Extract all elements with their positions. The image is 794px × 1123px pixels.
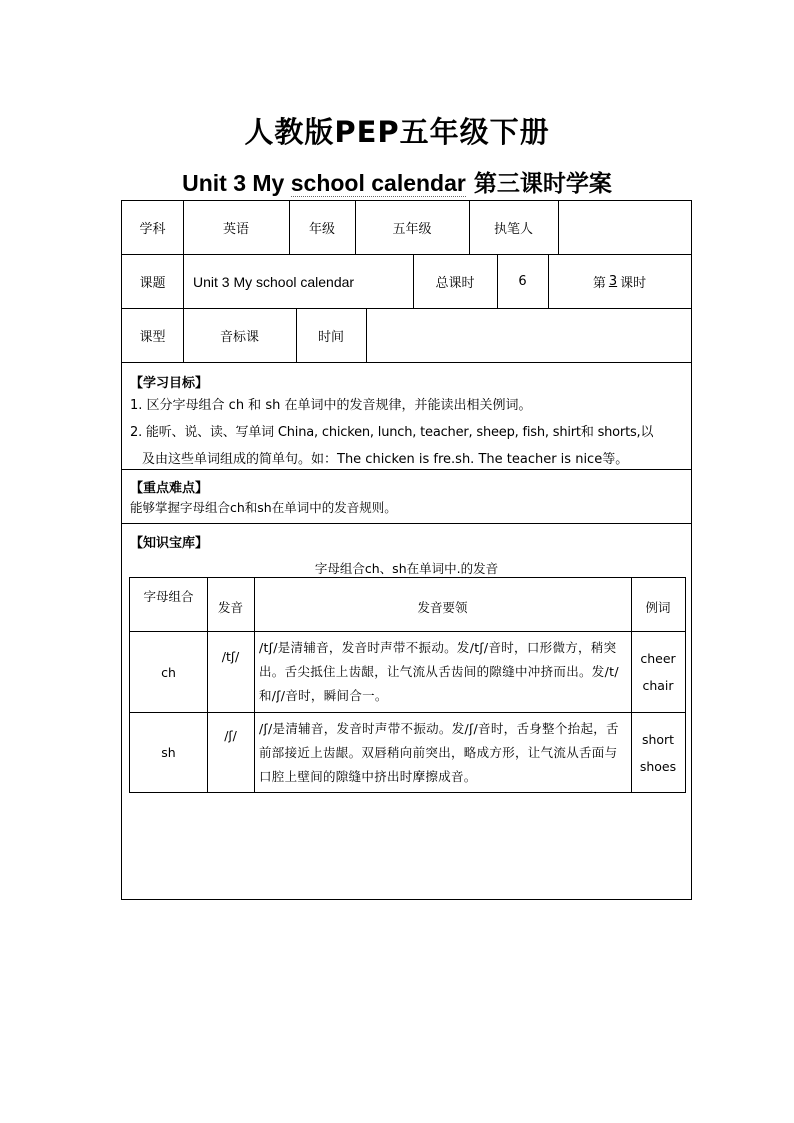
knowledge-title: 【知识宝库】 bbox=[130, 536, 209, 551]
lesson-number-suffix: 课时 bbox=[620, 276, 647, 291]
row-sh-examples bbox=[631, 713, 685, 792]
row-sh-description: /ʃ/是清辅音，发音时声带不振动。发/ʃ/音时，舌身整个抬起，舌前部接近上齿龈。双唇稍向前突出，略成方形，让气流从舌面与口腔上壁间的隙缝中挤出时摩擦成音。 bbox=[259, 720, 619, 784]
key-points-title: 【重点难点】 bbox=[130, 481, 209, 496]
type-value: 音标课 bbox=[219, 330, 259, 345]
document-title: 人教版PEP五年级下册 bbox=[244, 115, 550, 149]
row-ch-example-2: chair bbox=[642, 678, 674, 693]
subject-label: 学科 bbox=[139, 222, 166, 237]
pronunciation-table bbox=[129, 577, 686, 793]
grade-label: 年级 bbox=[308, 222, 335, 237]
row-sh-example-2: shoes bbox=[639, 758, 677, 774]
header-examples: 例词 bbox=[645, 599, 671, 615]
row-ch-sound: /tʃ/ bbox=[221, 649, 240, 664]
lesson-plan-table bbox=[121, 200, 692, 900]
total-lessons-value: 6 bbox=[518, 274, 527, 289]
topic-label: 课题 bbox=[139, 276, 166, 291]
row-sh-combination: sh bbox=[161, 745, 176, 760]
row-ch-example-1: cheer bbox=[640, 651, 676, 666]
header-combination: 字母组合 bbox=[143, 589, 194, 604]
topic-value: Unit 3 My school calendar bbox=[193, 273, 355, 290]
table-row bbox=[130, 713, 685, 792]
type-label: 课型 bbox=[139, 330, 166, 345]
key-points-section bbox=[122, 470, 691, 524]
subject-value: 英语 bbox=[222, 222, 249, 237]
row-ch-combination: ch bbox=[161, 664, 176, 680]
pronunciation-header-row bbox=[130, 578, 685, 632]
time-value bbox=[366, 309, 691, 362]
subtitle-underlined: school calendar bbox=[290, 170, 466, 196]
lesson-number-value: 3 bbox=[608, 274, 618, 289]
row-ch-examples bbox=[631, 632, 685, 712]
grade-value: 五年级 bbox=[392, 222, 432, 237]
row-sh-sound: /ʃ/ bbox=[224, 728, 237, 743]
objectives-section bbox=[122, 363, 691, 470]
objective-1: 1. 区分字母组合 ch 和 sh 在单词中的发音规律，并能读出相关例词。 bbox=[130, 398, 532, 413]
objective-2-line-2: 及由这些单词组成的简单句。如：The chicken is fre.sh. The teacher is nice等。 bbox=[142, 452, 629, 467]
subtitle-prefix: Unit 3 My bbox=[182, 170, 291, 196]
total-lessons-label: 总课时 bbox=[435, 276, 475, 291]
info-row-3 bbox=[122, 309, 691, 363]
pronunciation-table-title: 字母组合ch、sh在单词中.的发音 bbox=[314, 561, 499, 576]
header-tips: 发音要领 bbox=[417, 599, 468, 615]
subtitle-suffix: 第三课时学案 bbox=[465, 171, 612, 197]
lesson-number bbox=[548, 255, 691, 308]
key-points-text: 能够掌握字母组合ch和sh在单词中的发音规则。 bbox=[130, 500, 397, 515]
row-sh-example-1: short bbox=[641, 731, 675, 747]
objectives-title: 【学习目标】 bbox=[130, 376, 209, 391]
info-row-2 bbox=[122, 255, 691, 309]
lesson-number-prefix: 第 bbox=[592, 276, 606, 291]
header-sound: 发音 bbox=[217, 599, 243, 615]
row-ch-description: /tʃ/是清辅音，发音时声带不振动。发/tʃ/音时，口形微方，稍突出。舌尖抵住上齿龈，让气流从舌齿间的隙缝中冲挤而出。发/t/和/ʃ/音时，瞬间合一。 bbox=[259, 640, 619, 703]
author-value bbox=[558, 201, 691, 254]
author-label: 执笔人 bbox=[493, 222, 533, 237]
objective-2-line-1: 2. 能听、说、读、写单词 China, chicken, lunch, teacher, sheep, fish, shirt和 shorts,以 bbox=[130, 425, 654, 440]
time-label: 时间 bbox=[317, 330, 344, 345]
info-row-1 bbox=[122, 201, 691, 255]
table-row bbox=[130, 632, 685, 713]
document-subtitle bbox=[0, 165, 794, 198]
